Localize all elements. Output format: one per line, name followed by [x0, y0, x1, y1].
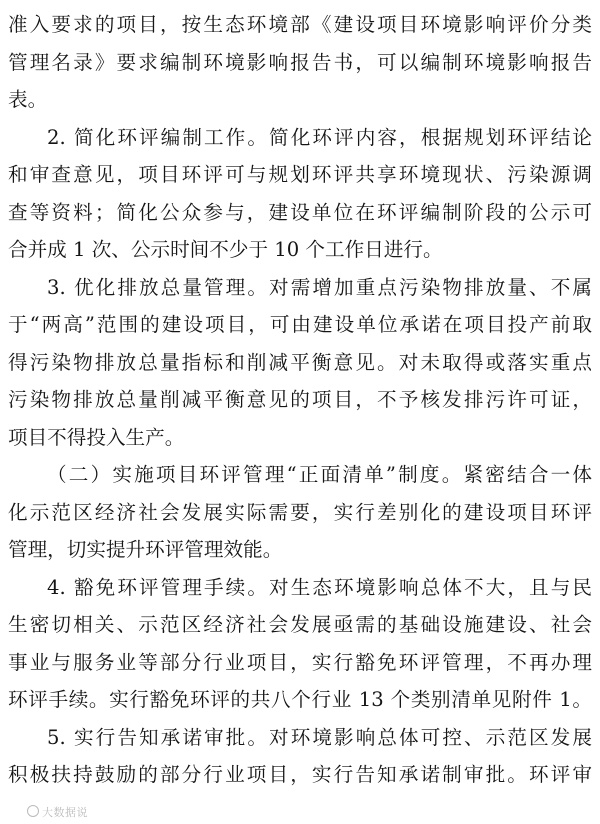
text-line-15: 管理，切实提升环评管理效能。: [8, 538, 283, 561]
text-line-1: 准入要求的项目，按生态环境部《建设项目环境影响评价分类: [8, 13, 592, 36]
text-line-14: 化示范区经济社会发展实际需要，实行差别化的建设项目环评: [8, 500, 592, 524]
text-line-21: 积极扶持鼓励的部分行业项目，实行告知承诺制审批。环评审: [8, 763, 592, 786]
watermark-text: 大数据说: [42, 806, 88, 819]
text-line-2: 管理名录》要求编制环境影响报告书，可以编制环境影响报告: [8, 50, 592, 74]
text-line-19: 环评手续。实行豁免环评的共八个行业 13 个类别清单见附件 1。: [8, 688, 592, 711]
text-line-3: 表。: [8, 88, 48, 111]
watermark-logo-icon: [27, 805, 39, 817]
text-line-10: 得污染物排放总量指标和削减平衡意见。对未取得或落实重点: [8, 350, 592, 374]
section-2-heading-line: （二）实施项目环评管理“正面清单”制度。紧密结合一体: [47, 463, 592, 486]
paragraph-4-heading-line: 4. 豁免环评管理手续。对生态环境影响总体不大，且与民: [47, 575, 592, 599]
text-line-9: 于“两高”范围的建设项目，可由建设单位承诺在项目投产前取: [8, 313, 592, 336]
watermark: [27, 804, 88, 820]
text-line-5: 和审查意见，项目环评可与规划环评共享环境现状、污染源调: [8, 163, 592, 186]
paragraph-3-heading-line: 3. 优化排放总量管理。对需增加重点污染物排放量、不属: [47, 275, 592, 299]
text-line-11: 污染物排放总量削减平衡意见的项目，不予核发排污许可证，: [8, 388, 592, 411]
text-line-6: 查等资料；简化公众参与，建设单位在环评编制阶段的公示可: [8, 200, 592, 224]
text-line-17: 生密切相关、示范区经济社会发展亟需的基础设施建设、社会: [8, 613, 592, 636]
text-line-12: 项目不得投入生产。: [8, 425, 185, 449]
paragraph-5-heading-line: 5. 实行告知承诺审批。对环境影响总体可控、示范区发展: [47, 725, 592, 749]
text-line-7: 合并成 1 次、公示时间不少于 10 个工作日进行。: [8, 238, 443, 261]
text-line-18: 事业与服务业等部分行业项目，实行豁免环评管理，不再办理: [8, 650, 592, 674]
paragraph-2-heading-line: 2. 简化环评编制工作。简化环评内容，根据规划环评结论: [47, 125, 592, 149]
